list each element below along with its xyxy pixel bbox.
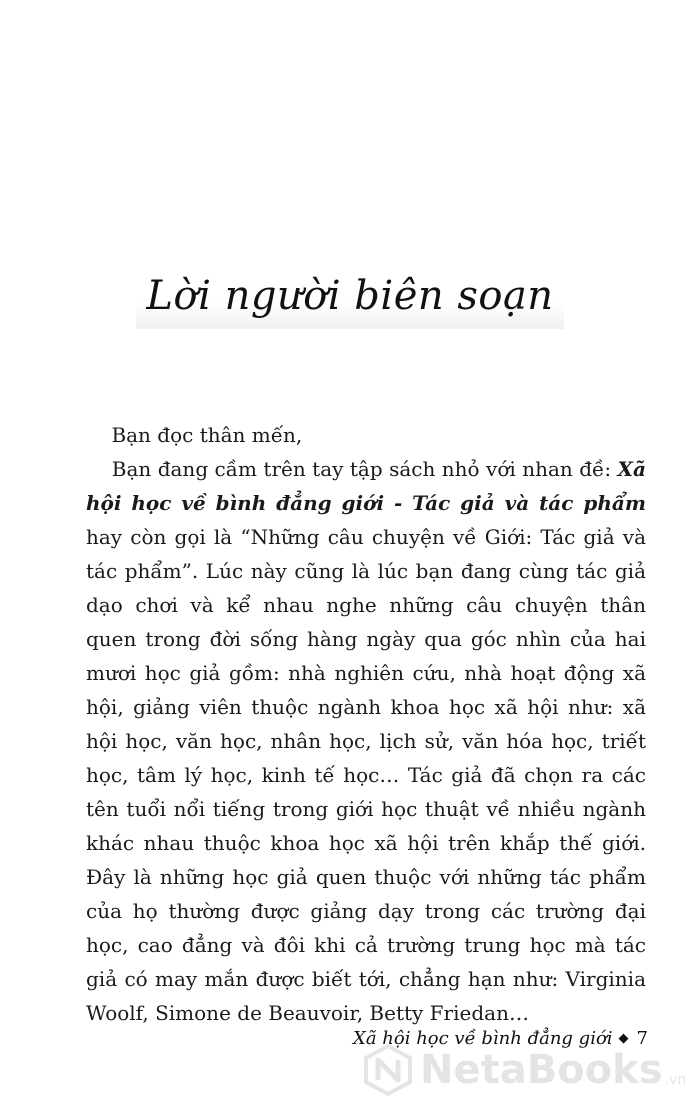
paragraph-rest: hay còn gọi là “Những câu chuyện về Giới: Tác giả và tác phẩm”. Lúc này cũng là lúc bạn đang cùng tác giả dạo chơi và kể nhau nghe những câu chuyện thân quen trong đời sống hàng ngày qua góc nhìn của hai mươi học giả gồm: nhà nghiên cứu, nhà hoạt động xã hội, giảng viên thuộc ngành khoa học xã hội như: xã hội học, văn học, nhân học, lịch sử, văn hóa học, triết học, tâm lý học, kinh tế học… Tác giả đã chọn ra các tên tuổi nổi tiếng trong giới học thuật về nhiều ngành khác nhau thuộc khoa học xã hội trên khắp thế giới. Đây là những học giả quen thuộc với những tác phẩm của họ thường được giảng dạy trong các trường đại học, cao đẳng và đôi khi cả trường trung học mà tác giả có may mắn được biết tới, chẳng hạn như: Virginia Woolf, Simone de Beauvoir, Betty Friedan… (86, 525, 646, 1025)
watermark-suffix: .vn (664, 1072, 687, 1088)
main-paragraph (86, 452, 646, 1030)
n-hexagon-logo-icon (362, 1044, 414, 1096)
book-title: Xã hội học về bình đẳng giới - Tác giả và tác phẩm (86, 457, 646, 515)
page-heading: Lời người biên soạn (136, 267, 563, 329)
paragraph-intro: Bạn đang cầm trên tay tập sách nhỏ với nhan đề: (111, 457, 618, 481)
greeting-text: Bạn đọc thân mến, (111, 423, 303, 447)
diamond-separator-icon: ◆ (618, 1031, 629, 1046)
greeting-line (86, 418, 646, 452)
page-number: 7 (636, 1028, 648, 1049)
running-title: Xã hội học về bình đẳng giới (353, 1028, 613, 1049)
watermark (362, 1044, 686, 1096)
body-text (86, 418, 646, 1030)
watermark-brand: NetaBooks (420, 1047, 663, 1093)
heading-container (0, 240, 700, 356)
